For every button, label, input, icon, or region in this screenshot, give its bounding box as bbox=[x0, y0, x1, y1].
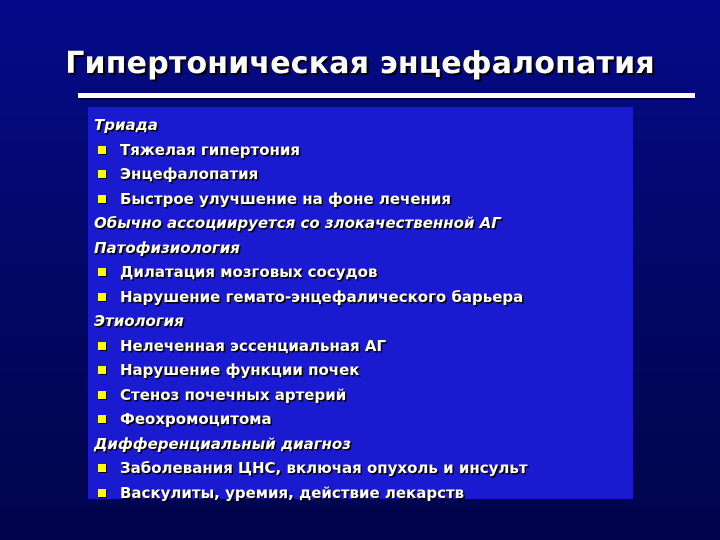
content-panel bbox=[88, 107, 633, 502]
section-heading-differential: Дифференциальный диагноз bbox=[94, 434, 351, 453]
square-bullet-icon bbox=[98, 170, 106, 178]
section-heading-etiology: Этиология bbox=[94, 312, 184, 330]
list-item bbox=[94, 383, 627, 408]
list-item bbox=[94, 138, 627, 163]
list-item-text: Феохромоцитома bbox=[120, 410, 272, 428]
square-bullet-icon bbox=[98, 195, 106, 203]
square-bullet-icon bbox=[98, 146, 106, 154]
square-bullet-icon bbox=[98, 415, 106, 423]
square-bullet-icon bbox=[98, 391, 106, 399]
list-item-text: Нелеченная эссенциальная АГ bbox=[120, 336, 387, 355]
list-item-text: Нарушение гемато-энцефалического барьера bbox=[120, 287, 524, 306]
list-item bbox=[94, 407, 627, 432]
square-bullet-icon bbox=[98, 268, 106, 276]
section-note-malignant: Обычно ассоциируется со злокачественной АГ bbox=[94, 214, 501, 232]
list-item bbox=[94, 456, 627, 481]
list-item-text: Стеноз почечных артерий bbox=[120, 385, 347, 404]
list-item bbox=[94, 187, 627, 212]
square-bullet-icon bbox=[98, 489, 106, 497]
list-item bbox=[94, 162, 627, 187]
section-heading-pathophysiology: Патофизиология bbox=[94, 238, 240, 257]
list-item bbox=[94, 481, 627, 506]
list-item-text: Дилатация мозговых сосудов bbox=[120, 263, 378, 281]
list-item bbox=[94, 334, 627, 359]
list-item-text: Нарушение функции почек bbox=[120, 361, 360, 379]
list-item-text: Васкулиты, уремия, действие лекарств bbox=[120, 483, 465, 502]
list-item bbox=[94, 260, 627, 285]
square-bullet-icon bbox=[98, 464, 106, 472]
slide-title: Гипертоническая энцефалопатия bbox=[65, 46, 655, 81]
list-item-text: Энцефалопатия bbox=[120, 165, 259, 183]
list-item-text: Тяжелая гипертония bbox=[120, 140, 301, 159]
list-item bbox=[94, 285, 627, 310]
section-heading-triad: Триада bbox=[94, 116, 158, 134]
list-item-text: Быстрое улучшение на фоне лечения bbox=[120, 189, 452, 208]
square-bullet-icon bbox=[98, 342, 106, 350]
list-item-text: Заболевания ЦНС, включая опухоль и инсульт bbox=[120, 459, 528, 477]
square-bullet-icon bbox=[98, 366, 106, 374]
square-bullet-icon bbox=[98, 293, 106, 301]
list-item bbox=[94, 358, 627, 383]
title-divider bbox=[78, 93, 695, 98]
